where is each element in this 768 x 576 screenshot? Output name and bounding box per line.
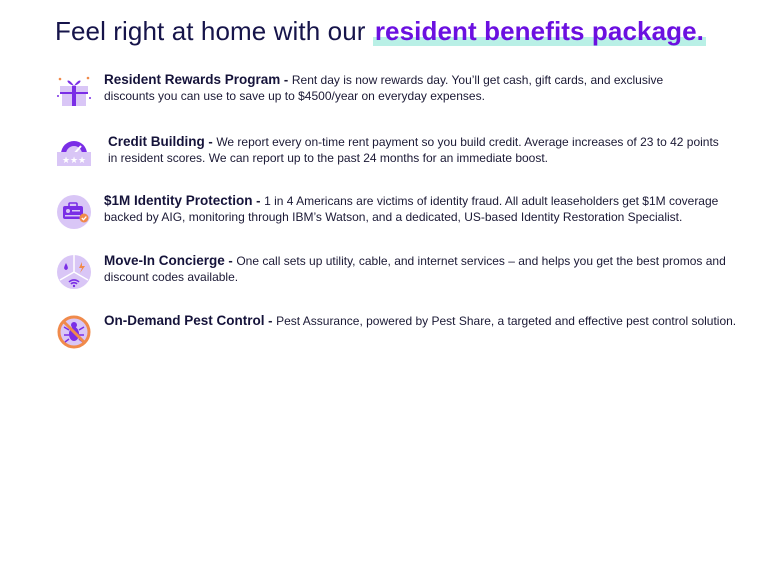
benefit-title: Credit Building bbox=[108, 134, 205, 149]
benefit-text bbox=[104, 193, 744, 225]
headline-prefix: Feel right at home with our bbox=[55, 16, 373, 46]
benefit-description: Pest Assurance, powered by Pest Share, a targeted and effective pest control solution. bbox=[276, 314, 737, 328]
benefit-separator: - bbox=[264, 313, 277, 328]
identity-shield-icon bbox=[55, 193, 93, 231]
benefit-description: 1 in 4 Americans are victims of identity fraud. All adult leaseholders get $1M coverage backed by AIG, monitoring through IBM’s Watson, and a dedicated, US-based Identity Restoration Specialist. bbox=[104, 194, 719, 224]
benefit-title: $1M Identity Protection bbox=[104, 193, 253, 208]
benefit-text bbox=[104, 313, 744, 329]
headline-highlight: resident benefits package. bbox=[374, 16, 705, 46]
no-bugs-icon bbox=[55, 313, 93, 351]
benefit-title: Resident Rewards Program bbox=[104, 72, 281, 87]
utilities-icon bbox=[55, 253, 93, 291]
svg-text:★: ★ bbox=[62, 156, 71, 166]
benefit-separator: - bbox=[252, 193, 265, 208]
benefit-text bbox=[104, 253, 744, 285]
benefit-description: We report every on-time rent payment so you build credit. Average increases of 23 to 42 points in resident scores. We can report up to the past 24 months for an immediate boost. bbox=[108, 135, 719, 165]
benefit-description: One call sets up utility, cable, and internet services – and helps you get the best promos and discount codes available. bbox=[104, 254, 726, 284]
benefit-title: Move-In Concierge bbox=[104, 253, 225, 268]
benefit-separator: - bbox=[280, 72, 292, 87]
gift-icon bbox=[55, 72, 93, 110]
benefit-separator: - bbox=[224, 253, 237, 268]
svg-text:★: ★ bbox=[78, 156, 87, 166]
page-title bbox=[55, 16, 706, 47]
benefit-description: Rent day is now rewards day. You’ll get cash, gift cards, and exclusive discounts you can use to save up to $4500/year on everyday expenses. bbox=[104, 73, 664, 103]
benefit-text bbox=[104, 72, 704, 104]
benefit-title: On-Demand Pest Control bbox=[104, 313, 265, 328]
credit-gauge-icon bbox=[55, 134, 93, 172]
svg-text:★: ★ bbox=[70, 156, 79, 166]
benefit-separator: - bbox=[204, 134, 217, 149]
benefit-text bbox=[108, 134, 728, 166]
